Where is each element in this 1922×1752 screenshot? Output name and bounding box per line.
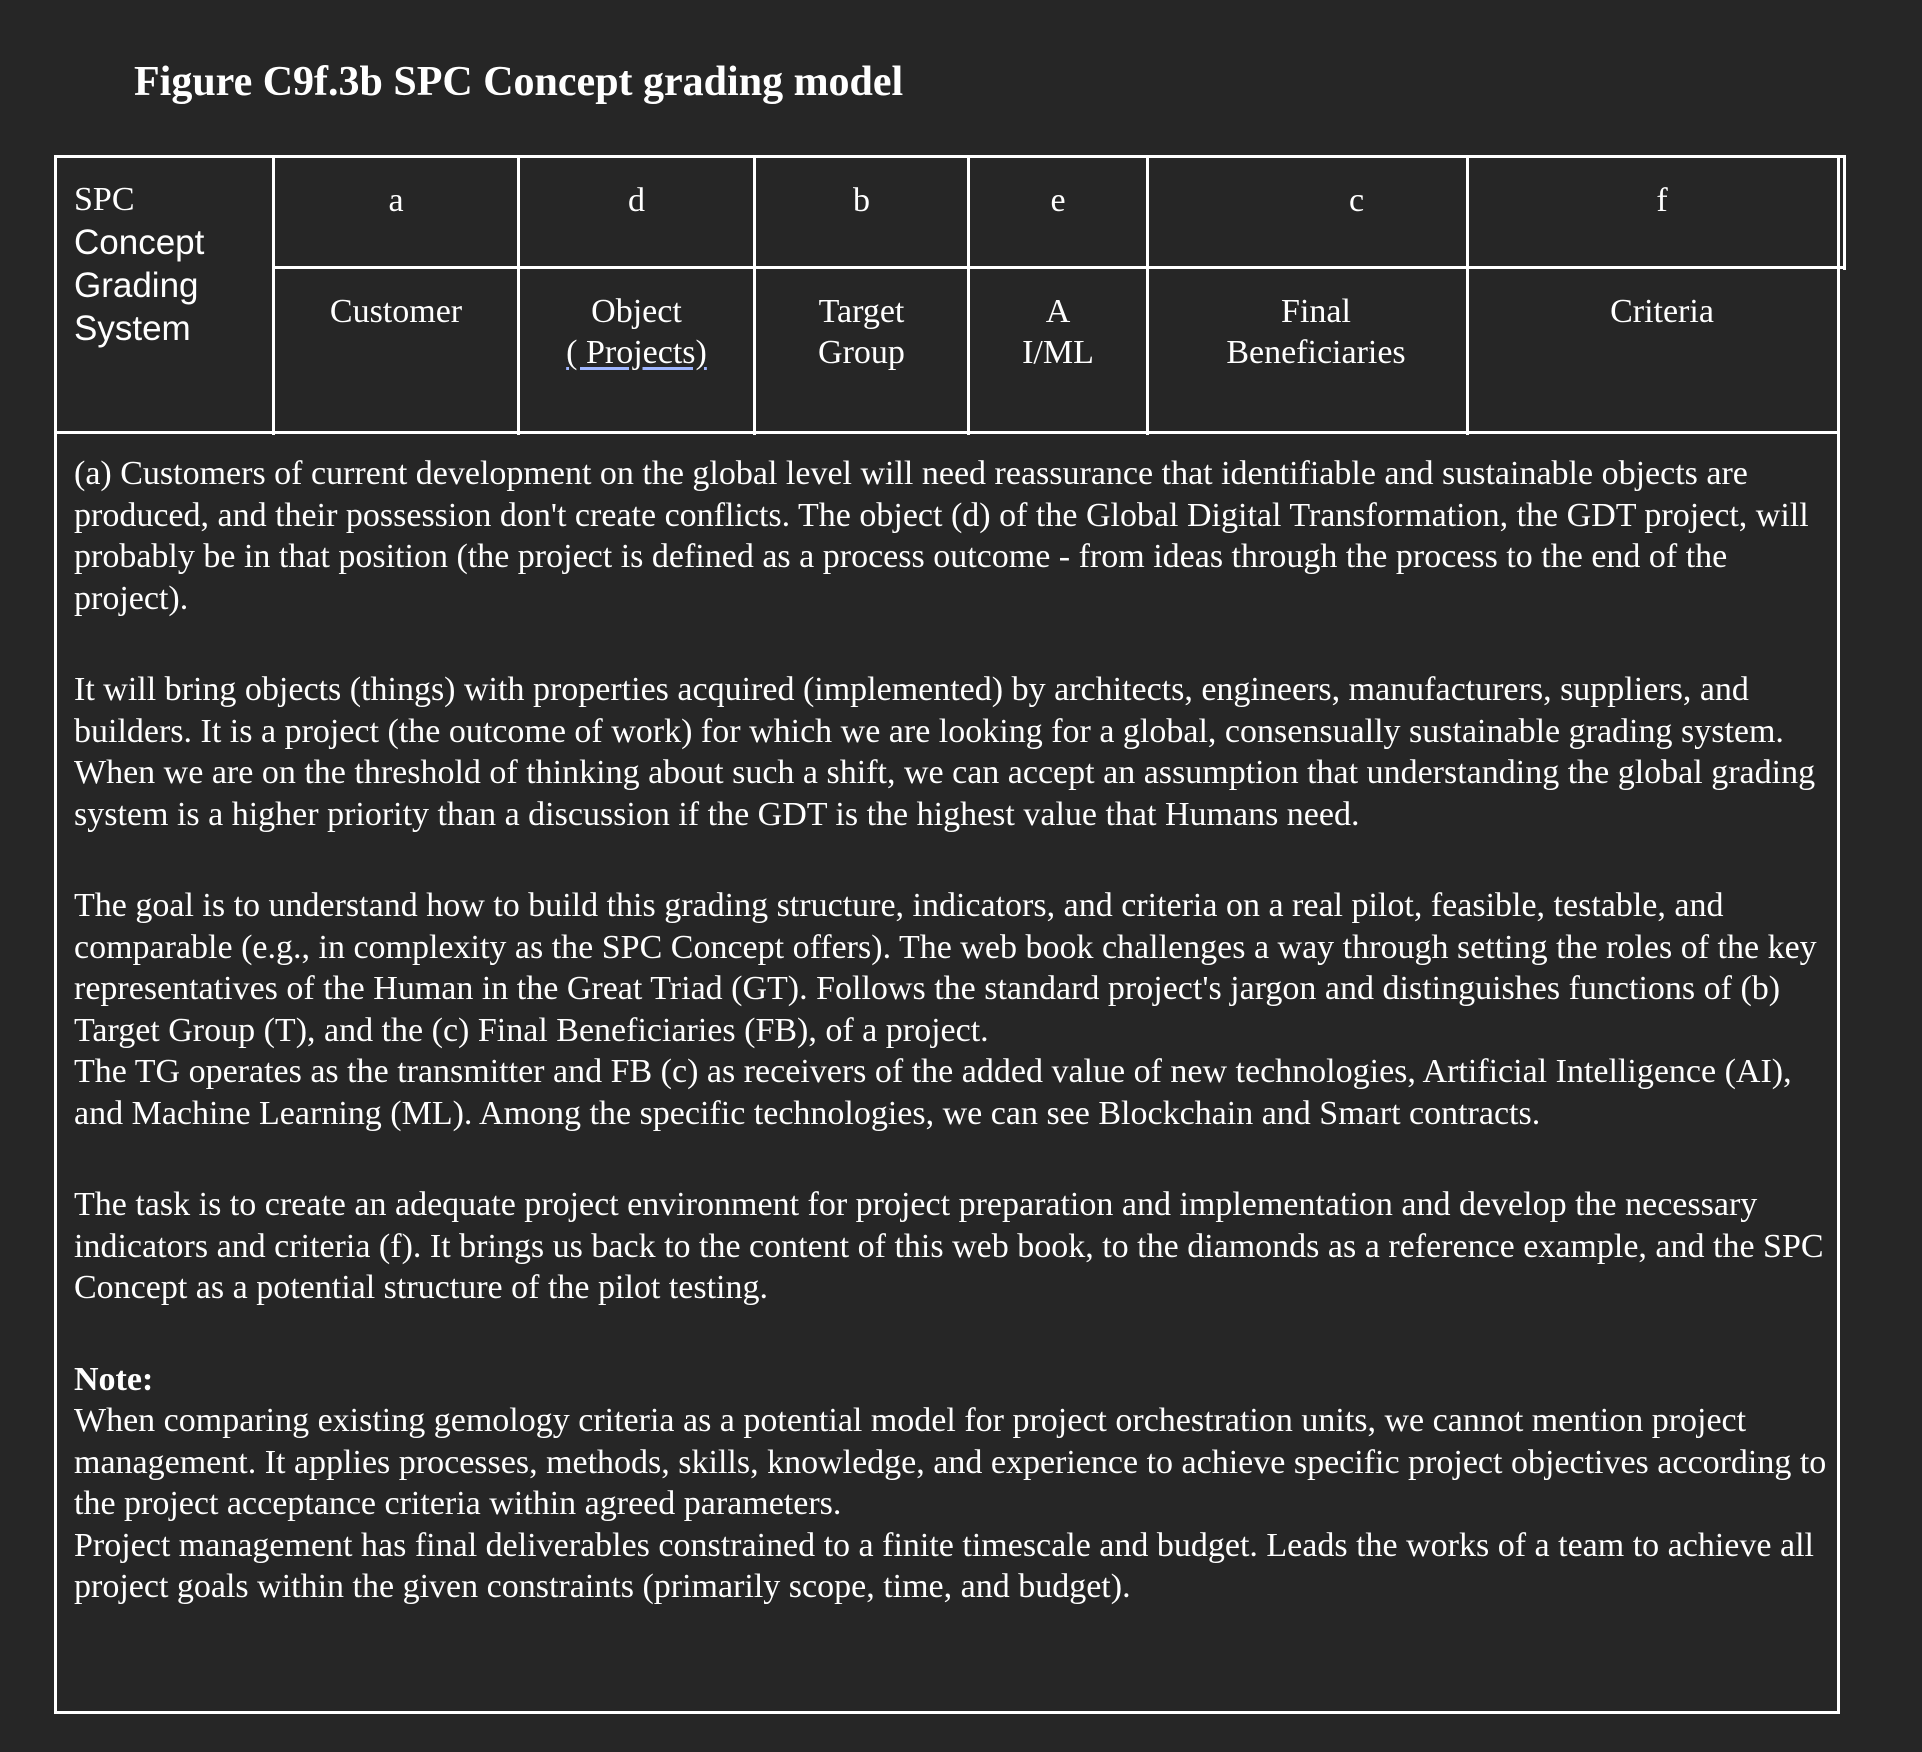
corner-label-line: System [74, 309, 191, 348]
column-label-line: Customer [329, 293, 463, 330]
column-letter-c: c [1348, 182, 1365, 219]
grading-system-label [74, 178, 204, 350]
projects-link[interactable]: ( Projects) [566, 334, 707, 371]
column-label-object [520, 291, 753, 373]
paragraph-gap [74, 1134, 1836, 1184]
paragraph-gap [74, 835, 1836, 885]
column-label-ai-ml [970, 291, 1146, 373]
paragraph-gap [74, 619, 1836, 669]
column-label-line: Beneficiaries [1226, 334, 1406, 371]
column-letter-e: e [1050, 182, 1066, 219]
paragraph-goal: The goal is to understand how to build this grading structure, indicators, and criteria on a real pilot, feasible, testable, and comparable (e.g., in complexity as the SPC Concept offers). The web book challenges a way through setting the roles of the key representatives of the Human in the Great Triad (GT). Follows the standard project's jargon and distinguishes functions of (b) Target Group (T), and the (c) Final Beneficiaries (FB), of a project. [74, 887, 1817, 1049]
paragraph-transmitter: The TG operates as the transmitter and FB (c) as receivers of the added value of new technologies, Artificial Intelligence (AI), and Machine Learning (ML). Among the specific technologies, we can see Blockchain and Smart contracts. [74, 1053, 1792, 1132]
figure-title: Figure C9f.3b SPC Concept grading model [134, 59, 904, 105]
column-letter-f: f [1656, 182, 1668, 219]
column-label-final-beneficiaries [1149, 291, 1483, 373]
column-letter-b: b [853, 182, 870, 219]
column-label-line: Criteria [1610, 293, 1714, 330]
corner-label-line: Grading [74, 266, 199, 305]
note-label: Note: [74, 1360, 154, 1398]
column-label-target-group [756, 291, 967, 373]
paragraph-objects: It will bring objects (things) with properties acquired (implemented) by architects, engineers, manufacturers, suppliers, and builders. It is a project (the outcome of work) for which we are looking for a global, consensually sustainable grading system. When we are on the threshold of thinking about such a shift, we can accept an assumption that understanding the global grading system is a higher priority than a discussion if the GDT is the highest value that Humans need. [74, 671, 1816, 833]
header-top-row-extension [1468, 155, 1846, 158]
paragraph-gap [74, 1309, 1836, 1359]
header-bottom-divider [54, 431, 1840, 434]
column-label-line: Group [818, 334, 905, 371]
paragraph-task: The task is to create an adequate project environment for project preparation and implementation and develop the necessary indicators and criteria (f). It brings us back to the content of this web book, to the diamonds as a reference example, and the SPC Concept as a potential structure of the pilot testing. [74, 1186, 1824, 1306]
column-label-line: Target [818, 293, 905, 330]
paragraph-customers: (a) Customers of current development on the global level will need reassurance that identifiable and sustainable objects are produced, and their possession don't create conflicts. The object (d) of the Global Digital Transformation, the GDT project, will probably be in that position (the project is defined as a process outcome - from ideas through the process to the end of the project). [74, 455, 1809, 617]
column-label-line: A [1045, 293, 1071, 330]
corner-label-line: SPC [74, 181, 135, 218]
column-letter-d: d [628, 182, 645, 219]
table-body-text [74, 453, 1836, 1608]
column-label-line: Final [1281, 293, 1351, 330]
column-label-customer [275, 291, 517, 332]
corner-label-line: Concept [74, 223, 205, 262]
header-row-divider [273, 266, 1846, 269]
paragraph-note-project-management: Project management has final deliverables constrained to a finite timescale and budget. Leads the works of a team to achieve all project goals within the given constraints (primarily scope, time, and budget). [74, 1526, 1814, 1605]
column-label-line: Object [591, 293, 682, 330]
column-label-line: I/ML [1022, 334, 1094, 371]
column-letter-a: a [388, 182, 404, 219]
column-label-criteria [1469, 291, 1855, 332]
paragraph-note-gemology: When comparing existing gemology criteria as a potential model for project orchestration units, we cannot mention project management. It applies processes, methods, skills, knowledge, and experience to achieve specific project objectives according to the project acceptance criteria within agreed parameters. [74, 1402, 1827, 1522]
